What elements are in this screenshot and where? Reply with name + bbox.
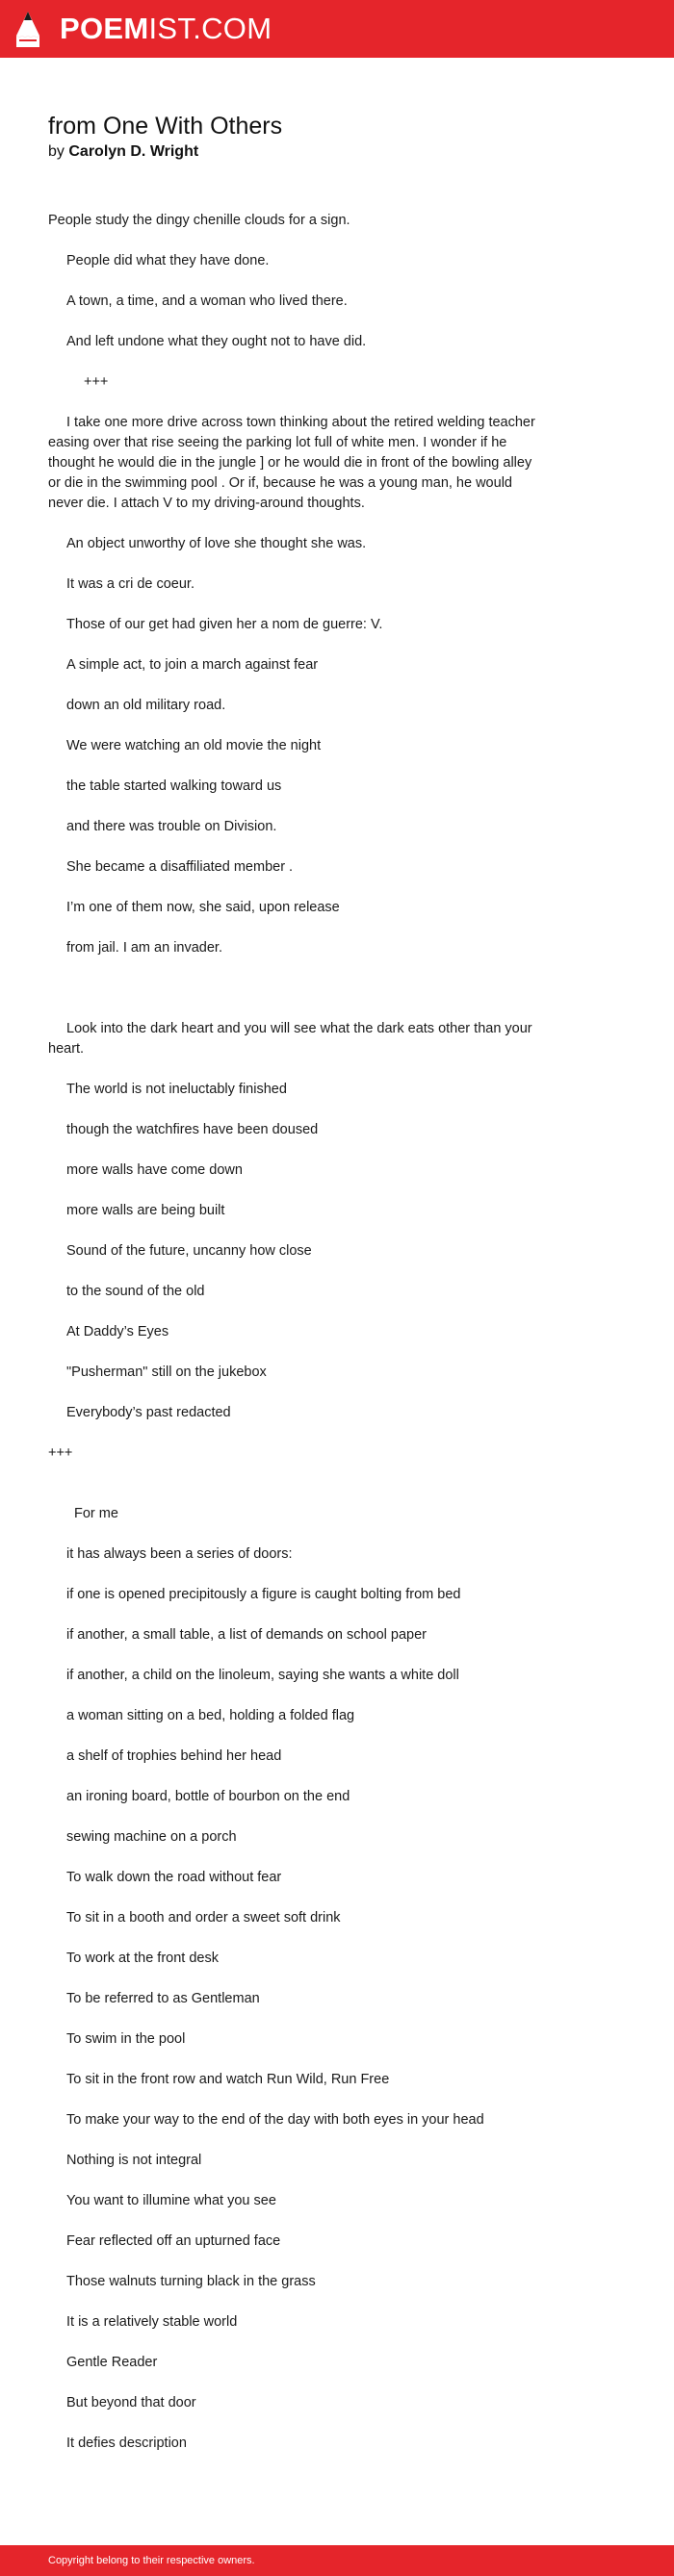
poem-line: A simple act, to join a march against fear xyxy=(66,657,319,673)
poem-line: I’m one of them now, she said, upon release xyxy=(66,900,340,915)
poem-line: To walk down the road without fear xyxy=(66,1870,282,1885)
poem-line: Those of our get had given her a nom de guerre: V. xyxy=(66,617,383,632)
poem-line: We were watching an old movie the night xyxy=(66,738,322,753)
poem-line: To work at the front desk xyxy=(66,1951,219,1966)
site-logo[interactable] xyxy=(60,13,272,45)
poem-line: if another, a child on the linoleum, saying she wants a white doll xyxy=(66,1668,459,1683)
section-divider: +++ xyxy=(48,1445,73,1461)
poem-line: For me xyxy=(74,1506,118,1521)
poem-line: an ironing board, bottle of bourbon on the end xyxy=(66,1789,350,1804)
poem-line: It was a cri de coeur. xyxy=(66,576,194,592)
poem-line: You want to illumine what you see xyxy=(66,2193,276,2208)
poem-line: from jail. I am an invader. xyxy=(66,940,222,956)
pencil-tip-icon[interactable] xyxy=(15,11,40,49)
poem-line: Nothing is not integral xyxy=(66,2153,202,2168)
poem-line: The world is not ineluctably finished xyxy=(66,1082,287,1097)
poem-line: To sit in the front row and watch Run Wild, Run Free xyxy=(66,2072,390,2087)
poem-line: if one is opened precipitously a figure is caught bolting from bed xyxy=(66,1587,461,1602)
poem-line: To sit in a booth and order a sweet soft drink xyxy=(66,1910,341,1926)
poem-line: more walls are being built xyxy=(66,1203,225,1218)
author-name[interactable]: Carolyn D. Wright xyxy=(68,143,199,160)
poem-line: People study the dingy chenille clouds for a sign. xyxy=(48,213,350,228)
poem-line: to the sound of the old xyxy=(66,1284,205,1299)
poem-line: To swim in the pool xyxy=(66,2031,186,2047)
poem-line: Gentle Reader xyxy=(66,2355,158,2370)
poem-line: a woman sitting on a bed, holding a folded flag xyxy=(66,1708,355,1723)
poem-line: a shelf of trophies behind her head xyxy=(66,1748,282,1764)
poem-line: And left undone what they ought not to have did. xyxy=(66,334,367,349)
poem-line: Fear reflected off an upturned face xyxy=(66,2233,281,2249)
poem-line: if another, a small table, a list of demands on school paper xyxy=(66,1627,427,1643)
poem-line: the table started walking toward us xyxy=(66,778,282,794)
poem-line: A town, a time, and a woman who lived there. xyxy=(66,293,348,309)
poem-line: An object unworthy of love she thought she was. xyxy=(66,536,367,551)
poem-byline xyxy=(48,142,198,162)
poem-line: sewing machine on a porch xyxy=(66,1829,237,1845)
poem-line: She became a disaffiliated member . xyxy=(66,859,294,875)
poem-line: more walls have come down xyxy=(66,1162,243,1178)
poem-paragraph: I take one more drive across town thinking about the retired welding teacher easing over that rise seeing the parking lot full of white men. I wonder if he thought he would die in the jungle ] or he would die in front of the bowling alley or die in the swimming pool . Or if, because he was a young man, he would never die. I attach V to my driving-around thoughts. xyxy=(48,415,535,511)
poem-line: though the watchfires have been doused xyxy=(66,1122,319,1137)
poem-line: "Pusherman" still on the jukebox xyxy=(66,1365,267,1380)
poem-title: from One With Others xyxy=(48,113,283,140)
site-header xyxy=(0,0,674,58)
byline-label: by xyxy=(48,143,65,160)
poem-line: Sound of the future, uncanny how close xyxy=(66,1243,312,1259)
poem-line: But beyond that door xyxy=(66,2395,196,2410)
poem-line: To be referred to as Gentleman xyxy=(66,1991,260,2006)
poem-line: Those walnuts turning black in the grass xyxy=(66,2274,316,2289)
poem-body xyxy=(48,211,539,2454)
site-footer xyxy=(0,2545,674,2576)
poem-paragraph: Look into the dark heart and you will see what the dark eats other than your heart. xyxy=(48,1021,532,1057)
poem-line: Everybody’s past redacted xyxy=(66,1405,231,1420)
poem-line: To make your way to the end of the day with both eyes in your head xyxy=(66,2112,484,2128)
section-divider: +++ xyxy=(84,374,109,390)
poem-line: down an old military road. xyxy=(66,698,226,713)
poem-line: People did what they have done. xyxy=(66,253,270,268)
poem-line: it has always been a series of doors: xyxy=(66,1546,293,1562)
poem-line: At Daddy’s Eyes xyxy=(66,1324,169,1339)
copyright-notice: Copyright belong to their respective owners. xyxy=(48,2555,255,2566)
logo-brand-rest: IST.COM xyxy=(148,12,272,45)
poem-line: It is a relatively stable world xyxy=(66,2314,238,2330)
logo-brand-bold: POEM xyxy=(60,12,149,45)
poem-line: and there was trouble on Division. xyxy=(66,819,277,834)
poem-line: It defies description xyxy=(66,2436,187,2451)
